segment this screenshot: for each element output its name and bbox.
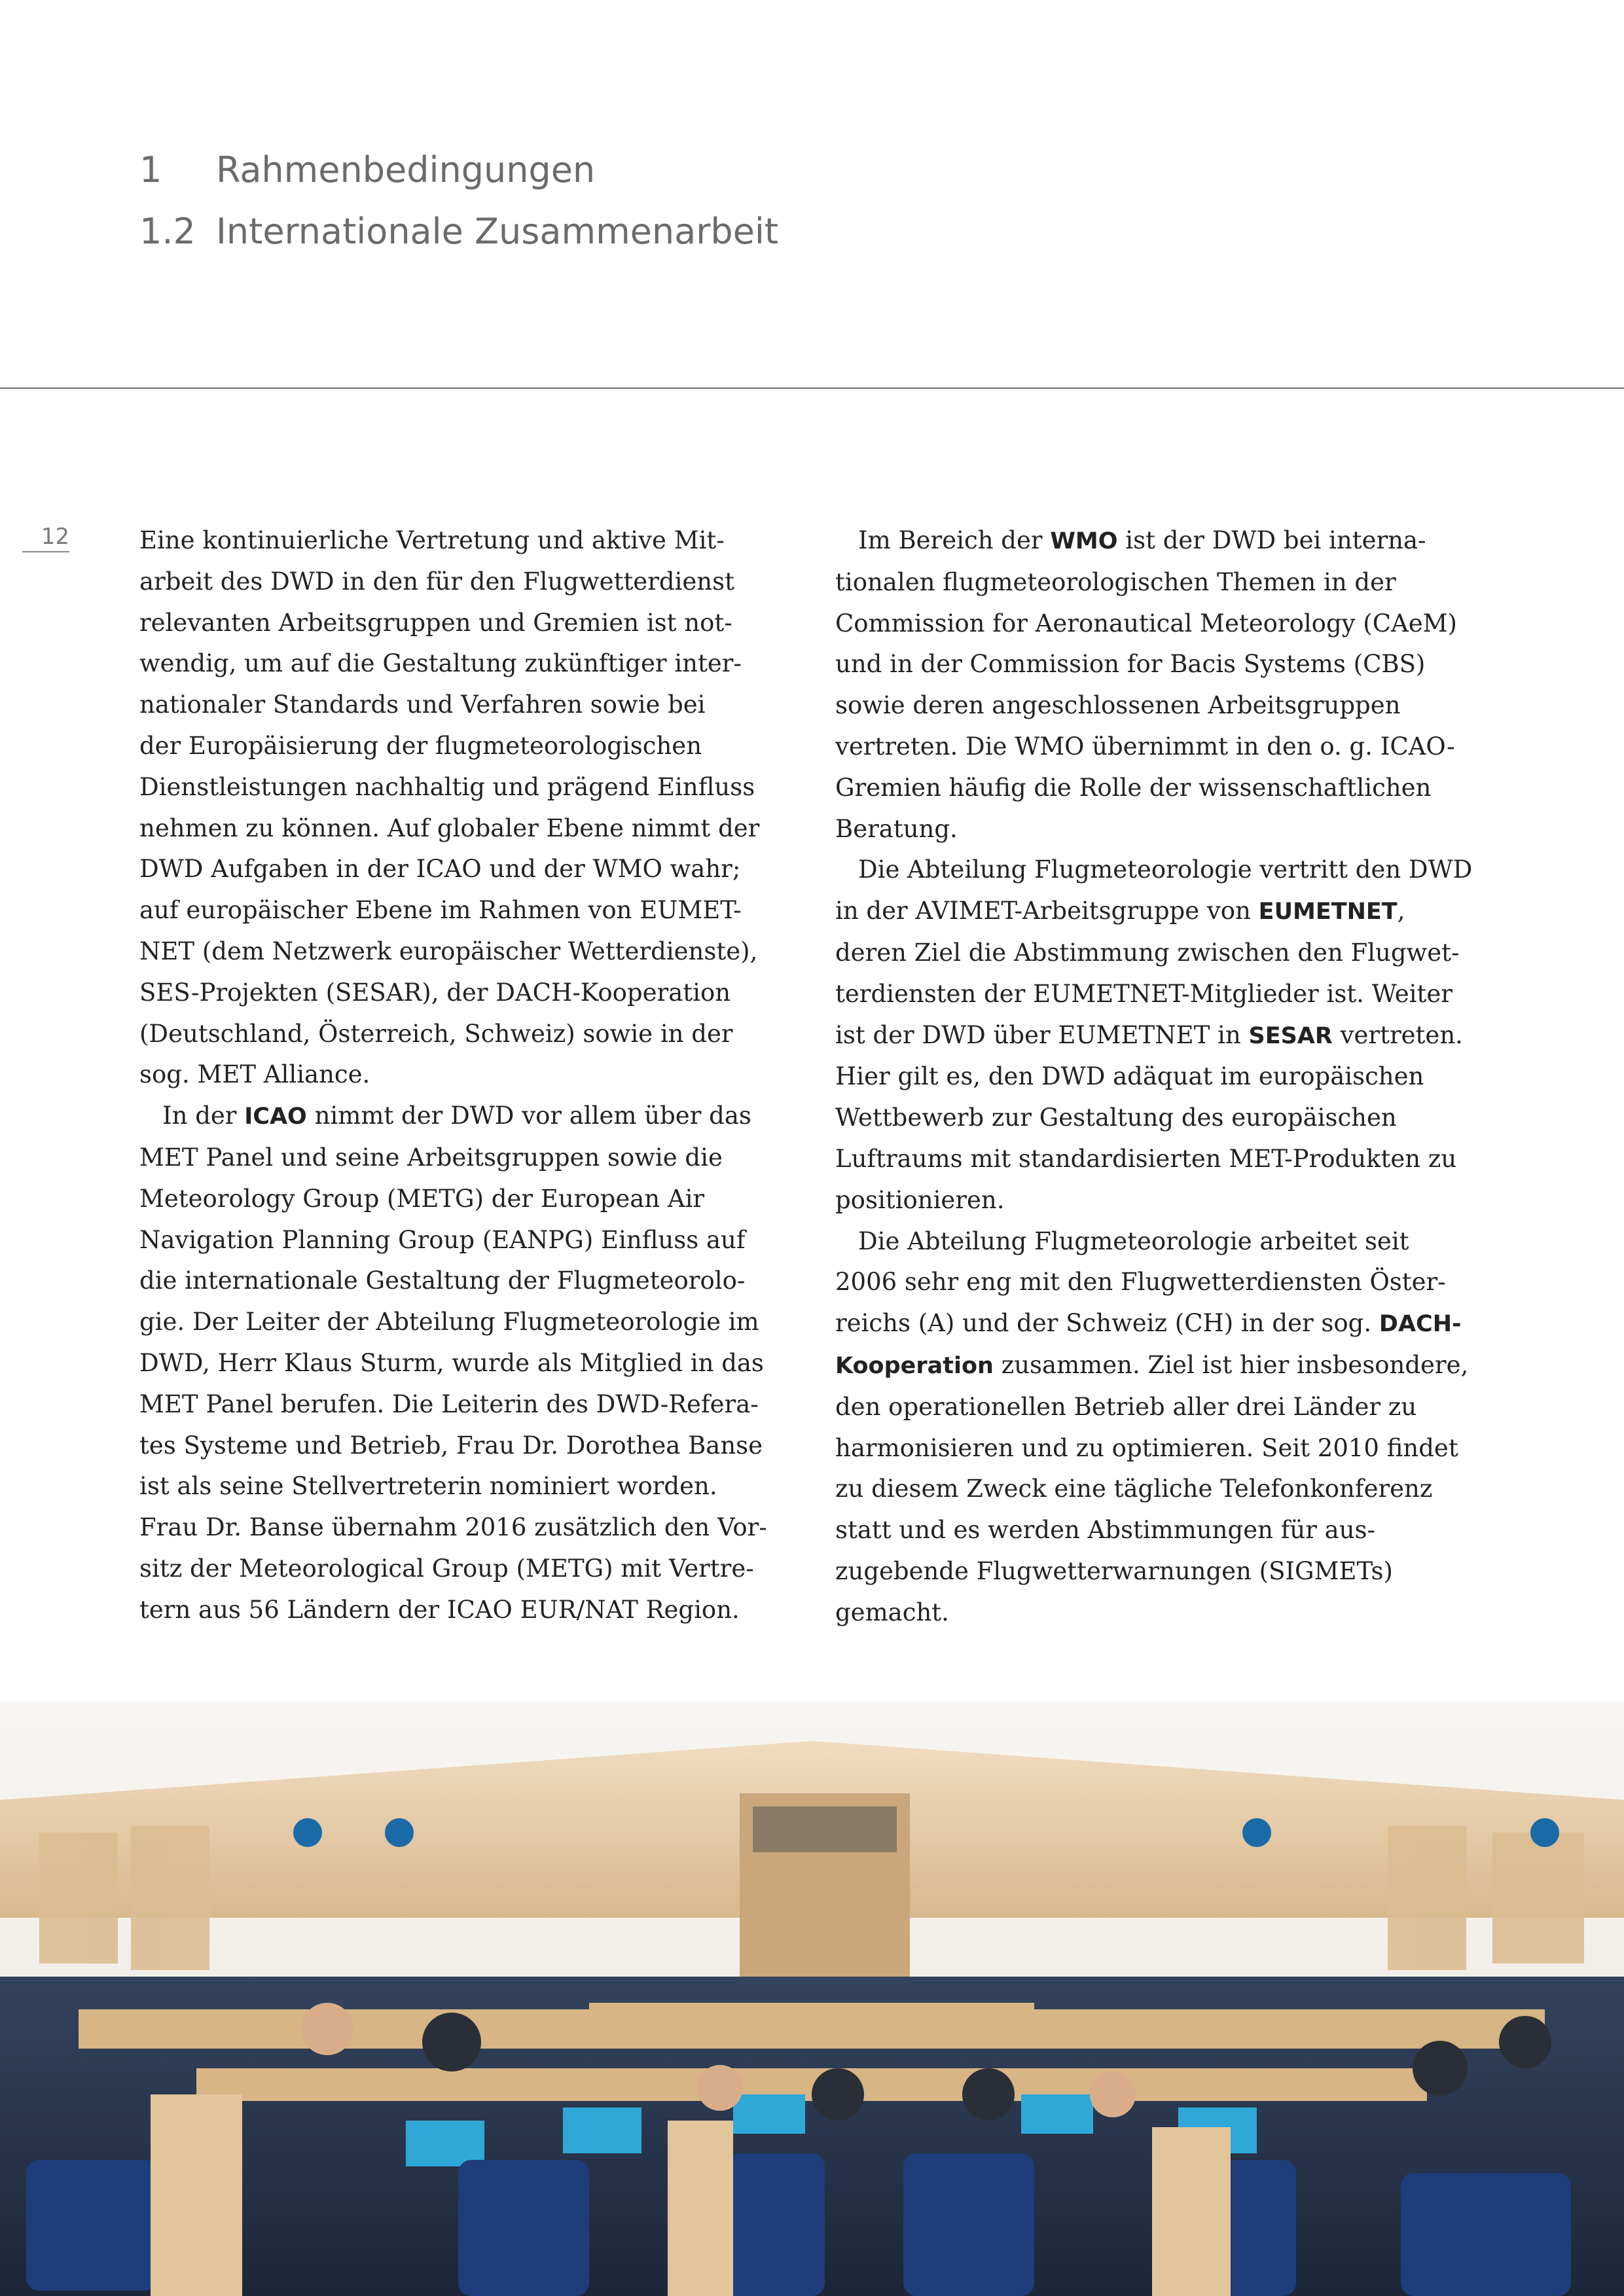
conference-room-photo (0, 1702, 1624, 2296)
keyword-kooperation: Kooperation (835, 1352, 994, 1379)
text-run: Im Bereich der (858, 526, 1051, 554)
paragraph-icao (139, 1096, 794, 1630)
text-line: gie. Der Leiter der Abteilung Flugmeteorologie im (139, 1308, 759, 1336)
text-run: reichs (A) und der Schweiz (CH) in der sog. (835, 1309, 1379, 1338)
text-line: sog. MET Alliance. (139, 1060, 370, 1089)
text-run: in der AVIMET-Arbeitsgruppe von (835, 897, 1259, 925)
text-line: gemacht. (835, 1598, 949, 1626)
text-line: 2006 sehr eng mit den Flugwetterdiensten Öster- (835, 1268, 1446, 1297)
text-line: tes Systeme und Betrieb, Frau Dr. Dorothea Banse (139, 1431, 763, 1460)
text-line: (Deutschland, Österreich, Schweiz) sowie in der (139, 1019, 733, 1048)
paragraph-wmo (835, 520, 1490, 850)
text-line: zugebende Flugwetterwarnungen (SIGMETs) (835, 1556, 1393, 1585)
left-column (139, 520, 794, 1631)
paragraph-dach (835, 1221, 1490, 1634)
section-number: 1.2 (139, 211, 196, 252)
text-line: nationaler Standards und Verfahren sowie bei (139, 691, 706, 719)
paragraph-eumetnet (835, 850, 1490, 1221)
text-line: Dienstleistungen nachhaltig und prägend Einfluss (139, 772, 755, 801)
keyword-dach: DACH- (1379, 1311, 1462, 1338)
text-line: Eine kontinuierliche Vertretung und aktive Mit- (139, 526, 725, 554)
paragraph-intro (139, 520, 794, 1096)
text-line: ist als seine Stellvertreterin nominiert worden. (139, 1472, 717, 1501)
text-line: Wettbewerb zur Gestaltung des europäischen (835, 1103, 1397, 1132)
text-line: harmonisieren und zu optimieren. Seit 2010 findet (835, 1433, 1458, 1462)
text-line: Gremien häufig die Rolle der wissenschaftlichen (835, 773, 1432, 802)
text-run: In der (162, 1102, 245, 1130)
text-line: und in der Commission for Bacis Systems (CBS) (835, 650, 1426, 679)
text-line: den operationellen Betrieb aller drei Länder zu (835, 1392, 1417, 1421)
text-line: die internationale Gestaltung der Flugmeteorolo- (139, 1266, 746, 1295)
header-divider (0, 387, 1624, 389)
text-line: vertreten. Die WMO übernimmt in den o. g. ICAO- (835, 732, 1455, 761)
text-line: DWD Aufgaben in der ICAO und der WMO wahr; (139, 855, 741, 884)
text-line: wendig, um auf die Gestaltung zukünftiger inter- (139, 649, 742, 678)
text-line: NET (dem Netzwerk europäischer Wetterdienste), (139, 937, 758, 965)
text-line: zu diesem Zweck eine tägliche Telefonkonferenz (835, 1475, 1433, 1503)
section-title: Internationale Zusammenarbeit (216, 211, 779, 252)
text-line: tionalen flugmeteorologischen Themen in der (835, 567, 1396, 596)
text-line: Beratung. (835, 814, 958, 843)
text-line: positionieren. (835, 1185, 1005, 1214)
keyword-eumetnet: EUMETNET (1258, 899, 1398, 925)
text-line: Navigation Planning Group (EANPG) Einfluss auf (139, 1225, 746, 1254)
text-run: ist der DWD bei interna- (1117, 526, 1426, 554)
text-line: deren Ziel die Abstimmung zwischen den Flugwet- (835, 938, 1460, 967)
text-line: Commission for Aeronautical Meteorology (CAeM) (835, 609, 1457, 637)
text-run: ist der DWD über EUMETNET in (835, 1020, 1249, 1049)
text-line: MET Panel und seine Arbeitsgruppen sowie die (139, 1143, 723, 1172)
text-line: Frau Dr. Banse übernahm 2016 zusätzlich den Vor- (139, 1513, 767, 1542)
text-line: MET Panel berufen. Die Leiterin des DWD-Referа- (139, 1390, 759, 1418)
chapter-title: Rahmenbedingungen (216, 149, 596, 190)
text-line: nehmen zu können. Auf globaler Ebene nimmt der (139, 814, 760, 842)
text-line: sowie deren angeschlossenen Arbeitsgruppen (835, 691, 1401, 720)
chapter-number: 1 (139, 149, 162, 190)
text-run: , (1397, 897, 1405, 925)
text-line: Hier gilt es, den DWD adäquat im europäischen (835, 1062, 1424, 1091)
right-column (835, 520, 1490, 1634)
text-line: Luftraums mit standardisierten MET-Produkten zu (835, 1144, 1457, 1173)
text-line: auf europäischer Ebene im Rahmen von EUMET- (139, 896, 742, 925)
text-run: nimmt der DWD vor allem über das (306, 1102, 751, 1130)
keyword-wmo: WMO (1050, 528, 1118, 554)
text-line: Meteorology Group (METG) der European Air (139, 1184, 705, 1213)
text-line: SES-Projekten (SESAR), der DACH-Kooperation (139, 978, 731, 1007)
text-line: relevanten Arbeitsgruppen und Gremien ist not- (139, 608, 732, 637)
text-line: statt und es werden Abstimmungen für aus- (835, 1516, 1376, 1545)
text-line: DWD, Herr Klaus Sturm, wurde als Mitglied in das (139, 1348, 764, 1377)
keyword-icao: ICAO (244, 1103, 307, 1130)
text-line: der Europäisierung der flugmeteorologischen (139, 731, 702, 760)
text-line: arbeit des DWD in den für den Flugwetterdienst (139, 567, 734, 596)
text-line: Die Abteilung Flugmeteorologie vertritt den DWD (858, 855, 1473, 884)
keyword-sesar: SESAR (1248, 1022, 1333, 1049)
page-number: 12 (22, 524, 69, 552)
text-run: vertreten. (1332, 1020, 1463, 1049)
text-line: terdiensten der EUMETNET-Mitglieder ist. Weiter (835, 979, 1453, 1008)
text-line: tern aus 56 Ländern der ICAO EUR/NAT Region. (139, 1595, 740, 1624)
chapter-heading (139, 149, 595, 190)
section-heading (139, 211, 778, 252)
text-line: sitz der Meteorological Group (METG) mit Vertre- (139, 1554, 754, 1583)
text-run: zusammen. Ziel ist hier insbesondere, (993, 1350, 1469, 1379)
text-line: Die Abteilung Flugmeteorologie arbeitet seit (858, 1227, 1409, 1255)
